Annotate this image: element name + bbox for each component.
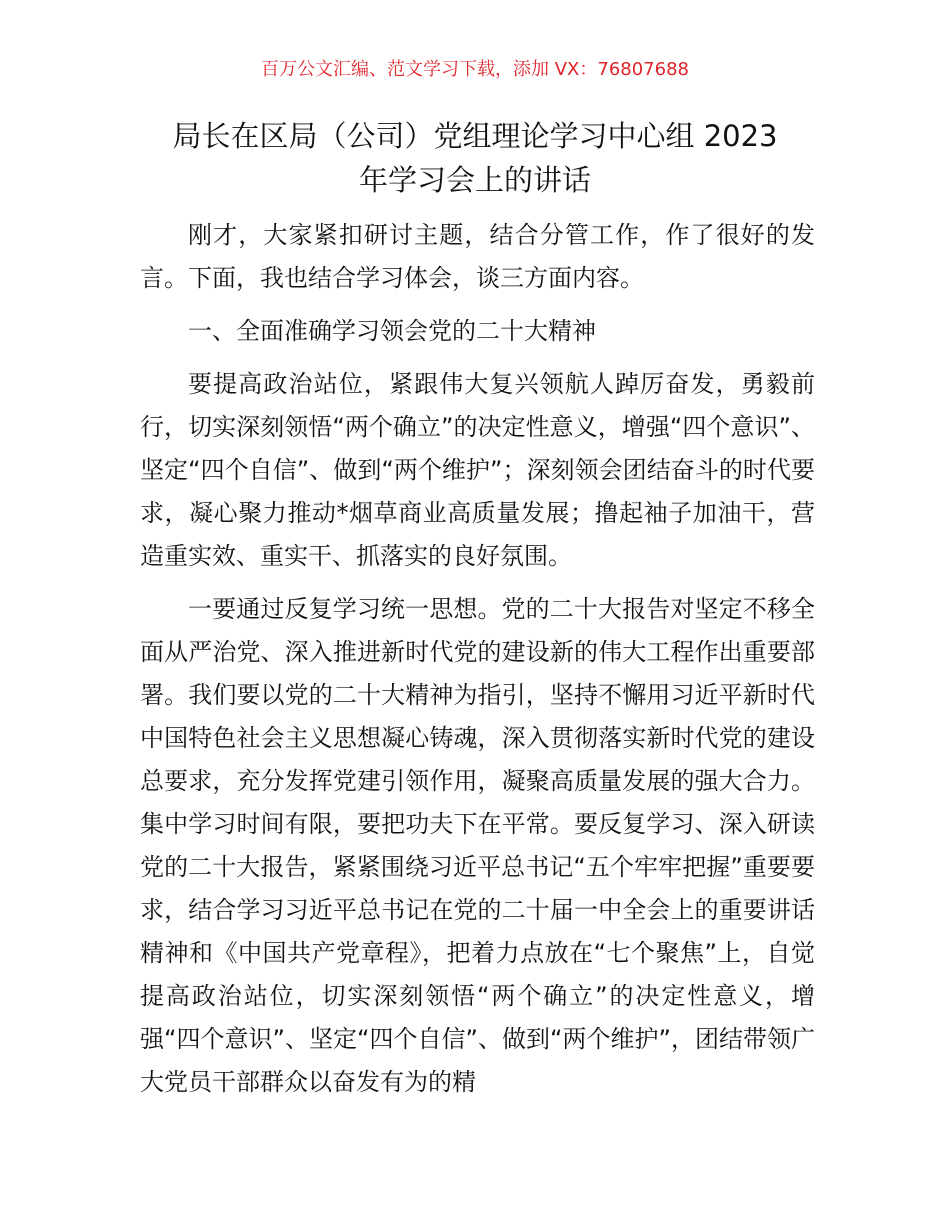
paragraph-opening: 刚才，大家紧扣研讨主题，结合分管工作，作了很好的发言。下面，我也结合学习体会，谈三方面内容。 <box>140 221 815 292</box>
document-title <box>130 114 820 202</box>
paragraph-section-intro: 要提高政治站位，紧跟伟大复兴领航人踔厉奋发，勇毅前行，切实深刻领悟“两个确立”的决定性意义，增强“四个意识”、坚定“四个自信”、做到“两个维护”；深刻领会团结奋斗的时代要求，凝心聚力推动*烟草商业高质量发展；撸起袖子加油干，营造重实效、重实干、抓落实的良好氛围。 <box>140 370 815 570</box>
section-heading-1: 一、全面准确学习领会党的二十大精神 <box>188 317 596 345</box>
document-body <box>140 214 815 1114</box>
paragraph-point-1: 一要通过反复学习统一思想。党的二十大报告对坚定不移全面从严治党、深入推进新时代党的建设新的伟大工程作出重要部署。我们要以党的二十大精神为指引，坚持不懈用习近平新时代中国特色社会主义思想凝心铸魂，深入贯彻落实新时代党的建设总要求，充分发挥党建引领作用，凝聚高质量发展的强大合力。集中学习时间有限，要把功夫下在平常。要反复学习、深入研读党的二十大报告，紧紧围绕习近平总书记“五个牢牢把握”重要要求，结合学习习近平总书记在党的二十届一中全会上的重要讲话精神和《中国共产党章程》，把着力点放在“七个聚焦”上，自觉提高政治站位，切实深刻领悟“两个确立”的决定性意义，增强“四个意识”、坚定“四个自信”、做到“两个维护”，团结带领广大党员干部群众以奋发有为的精 <box>140 595 815 1096</box>
title-line-2: 年学习会上的讲话 <box>358 163 591 197</box>
title-line-1: 局长在区局（公司）党组理论学习中心组 2023 <box>172 119 778 153</box>
header-download-note: 百万公文汇编、范文学习下载，添加 VX：76807688 <box>261 59 689 80</box>
